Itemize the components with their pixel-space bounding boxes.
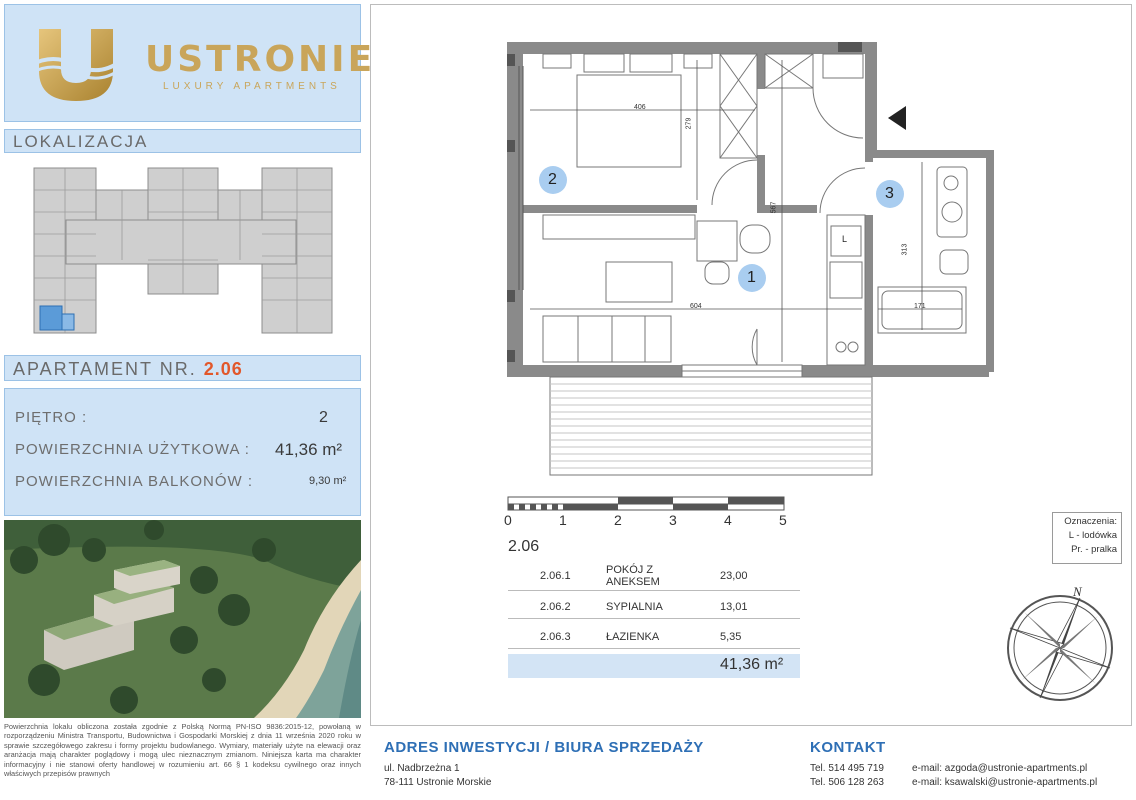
- contact-phone-1[interactable]: Tel. 514 495 719: [810, 763, 884, 774]
- usable-area-label: POWIERZCHNIA UŻYTKOWA :: [15, 441, 250, 458]
- balcony-area-value: 9,30 m²: [309, 475, 347, 487]
- legal-note: Powierzchnia lokalu obliczona została zgodnie z Polską Normą PN-ISO 9836:2015-12, powołaną w rozporządzeniu Ministra Transportu, Budownictwa i Gospodarki Morskiej z dnia 11 września 2020 roku w sprawie szczegółowego zakresu i formy projektu budowlanego. Wymiary, materiały użyte na elewacji oraz aranżacja mają charakter poglądowy i mogą ulec nieznacznym zmianom. Niniejsza karta ma charakter informacyjny i nie stanowi oferty handlowej w rozumieniu art. 66 § 1 kodeksu cywilnego oraz innych właściwych przepisów prawnych: [4, 722, 361, 779]
- contact-phone-2[interactable]: Tel. 506 128 263: [810, 777, 884, 788]
- dimension-406: 406: [634, 104, 646, 111]
- highlighted-apartment: [40, 306, 62, 330]
- location-keyplan: [26, 160, 346, 342]
- floor-value: 2: [319, 409, 328, 426]
- address-street: ul. Nadbrzeżna 1: [384, 763, 460, 774]
- dimension-567: 567: [770, 201, 778, 214]
- legend-box: [1052, 512, 1122, 564]
- legend-title: Oznaczenia:: [1064, 516, 1117, 527]
- legend-item-fridge: L - lodówka: [1068, 530, 1117, 541]
- brand-name: USTRONIE: [145, 39, 376, 80]
- logo-panel: [4, 4, 376, 122]
- dimension-604: 604: [690, 303, 702, 310]
- dimension-171: 171: [914, 303, 926, 310]
- room-number: 2.06.1: [540, 570, 571, 582]
- room-name: SYPIALNIA: [606, 601, 663, 613]
- aerial-rendering-image: [4, 520, 361, 718]
- dimension-279: 279: [685, 117, 693, 130]
- contact-email-2[interactable]: e-mail: ksawalski@ustronie-apartments.pl: [912, 777, 1098, 788]
- balcony-area-label: POWIERZCHNIA BALKONÓW :: [15, 473, 254, 490]
- apartment-info: [4, 388, 361, 516]
- rooms-table-heading: 2.06: [508, 538, 540, 555]
- apartment-label: APARTAMENT NR.: [13, 359, 197, 379]
- room-area: 13,01: [720, 601, 748, 613]
- room-marker-2: 2: [548, 171, 557, 188]
- apartment-number: 2.06: [203, 359, 243, 379]
- room-name-line2: ANEKSEM: [606, 576, 660, 588]
- room-name: ŁAZIENKA: [606, 631, 660, 643]
- room-marker-1: 1: [747, 269, 756, 286]
- compass-rose-icon: [998, 582, 1122, 706]
- room-name: POKÓJ Z: [606, 564, 654, 576]
- legend-item-washer: Pr. - pralka: [1071, 544, 1117, 555]
- room-area: 5,35: [720, 631, 742, 643]
- table-row: [508, 562, 800, 591]
- total-area-row: [508, 654, 800, 678]
- room-marker-3: 3: [885, 185, 894, 202]
- total-area: 41,36 m²: [720, 656, 784, 673]
- apartment-header: [4, 355, 361, 381]
- scale-tick-0: 0: [504, 512, 512, 528]
- address-city: 78-111 Ustronie Morskie: [384, 777, 492, 788]
- room-number: 2.06.2: [540, 601, 571, 613]
- scale-tick-3: 3: [669, 512, 677, 528]
- floor-label: PIĘTRO :: [15, 409, 88, 426]
- dimension-313: 313: [901, 243, 909, 256]
- ustronie-logo-icon: [31, 25, 121, 105]
- usable-area-value: 41,36 m²: [275, 440, 343, 459]
- contact-email-1[interactable]: e-mail: azgoda@ustronie-apartments.pl: [912, 763, 1088, 774]
- scale-tick-5: 5: [779, 512, 787, 528]
- contact-bar: [370, 731, 1132, 795]
- scale-tick-1: 1: [559, 512, 567, 528]
- scale-bar: [500, 494, 800, 514]
- scale-tick-4: 4: [724, 512, 732, 528]
- room-area: 23,00: [720, 570, 748, 582]
- contact-title: KONTAKT: [810, 739, 886, 756]
- room-number: 2.06.3: [540, 631, 571, 643]
- brand-tagline: LUXURY APARTMENTS: [163, 81, 341, 92]
- address-title: ADRES INWESTYCJI / BIURA SPRZEDAŻY: [384, 739, 704, 756]
- fridge-symbol: L: [842, 234, 848, 244]
- entrance-arrow-icon: [888, 106, 906, 130]
- compass-north-label: N: [1073, 584, 1082, 599]
- location-title: LOKALIZACJA: [4, 129, 361, 153]
- scale-tick-2: 2: [614, 512, 622, 528]
- table-row: [508, 594, 800, 619]
- table-row: [508, 624, 800, 649]
